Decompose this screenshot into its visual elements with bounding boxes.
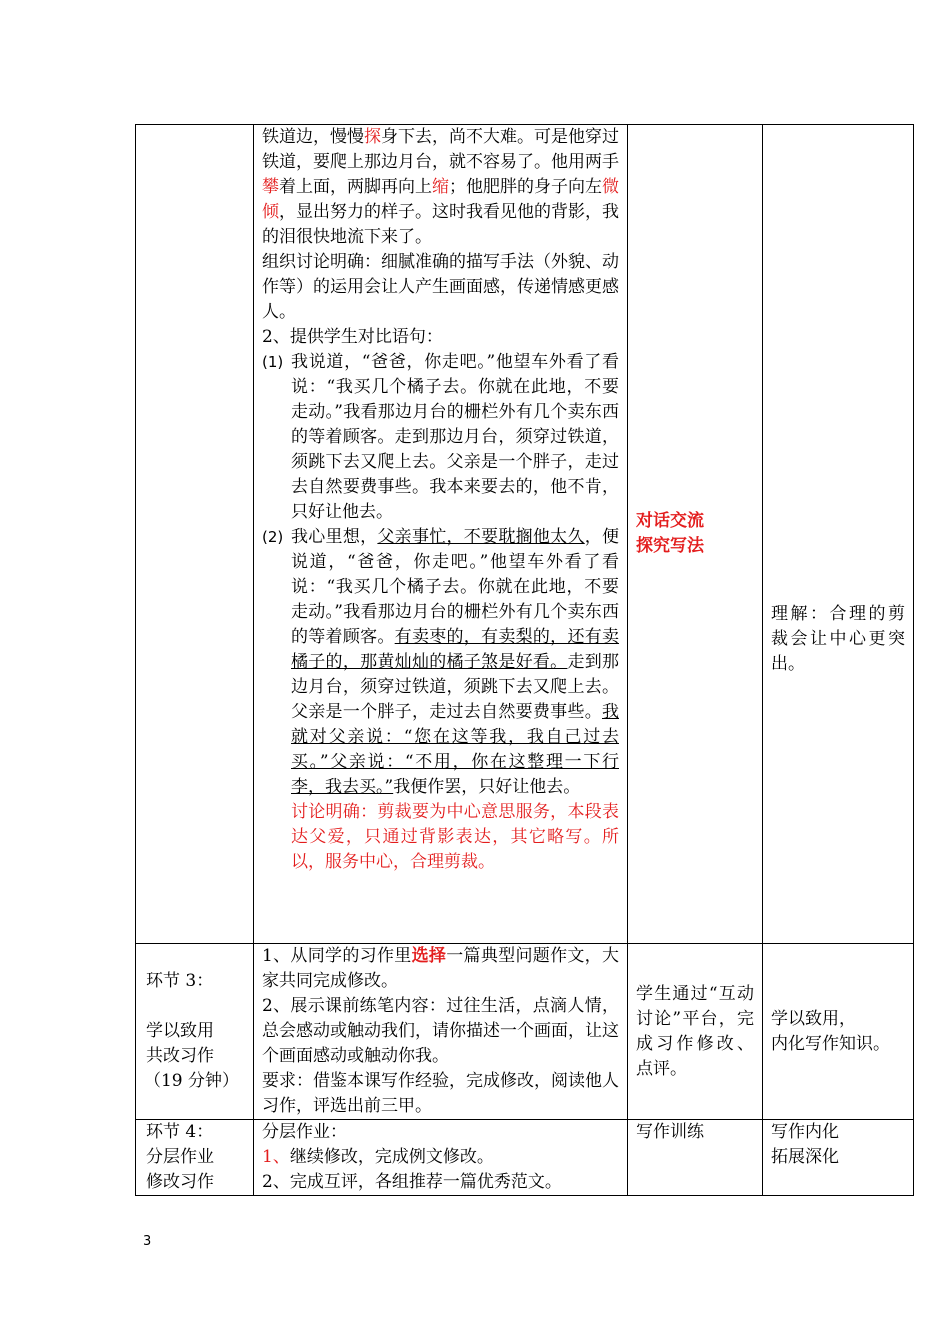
content-cell: 分层作业： 1、继续修改，完成例文修改。 2、完成互评，各组推荐一篇优秀范文。 [254,1120,628,1196]
table-row [136,125,914,944]
comparison-heading: 2、提供学生对比语句： [262,327,443,347]
intent-cell: 学以致用， 内化写作知识。 [763,944,914,1120]
list-item: (2) 我心里想，父亲事忙，不要耽搁他太久，便说道，“爸爸，你走吧。”他望车外看了看说：“我买几个橘子去。你就在此地，不要走动。”我看那边月台的栅栏外有几个卖东西的等着顾客。有卖枣的，有卖梨的，还有卖橘子的，那黄灿灿的橘子煞是好看。走到那边月台，须穿过铁道，须跳下去又爬上去。父亲是一个胖子，走过去自然要费事些。我就对父亲说：“您在这等我，我自己过去买。”父亲说：“不用，你在这整理一下行李，我去买。”我便作罢，只好让他去。 [262,527,620,797]
stage-cell: 环节 3： 学以致用 共改习作 （19 分钟） [136,944,254,1120]
table-row [136,944,914,1120]
discussion-note: 组织讨论明确：细腻准确的描写手法（外貌、动作等）的运用会让人产生画面感，传递情感更感人。 [262,252,619,322]
conclusion-note: 讨论明确：剪裁要为中心意思服务，本段表达父爱，只通过背影表达，其它略写。所以，服务中心，合理剪裁。 [291,802,619,872]
stage-cell [136,125,254,944]
method-cell: 学生通过“互动讨论”平台，完成习作修改、点评。 [628,944,763,1120]
intent-cell: 写作内化 拓展深化 [763,1120,914,1196]
lesson-plan-table [135,124,914,1196]
list-item: (1) 我说道，“爸爸，你走吧。”他望车外看了看说：“我买几个橘子去。你就在此地，不要走动。”我看那边月台的栅栏外有几个卖东西的等着顾客。走到那边月台，须穿过铁道，须跳下去又爬上去。父亲是一个胖子，走过去自然要费事些。我本来要去的，他不肯，只好让他去。 [262,352,619,522]
content-cell: 1、从同学的习作里选择一篇典型问题作文，大家共同完成修改。 2、展示课前练笔内容：过往生活，点滴人情，总会感动或触动我们，请你描述一个画面，让这个画面感动或触动你我。 要求：借鉴本课写作经验，完成修改，阅读他人习作，评选出前三甲。 [254,944,628,1120]
content-cell [254,125,628,944]
table-row [136,1120,914,1196]
method-cell [628,125,763,944]
stage-cell: 环节 4： 分层作业 修改习作 [136,1120,254,1196]
page-number: 3 [143,1234,152,1249]
intent-cell: 理解：合理的剪裁会让中心更突出。 [763,125,914,944]
method-cell: 写作训练 [628,1120,763,1196]
text-excerpt: 铁道边，慢慢探身下去，尚不大难。可是他穿过铁道，要爬上那边月台，就不容易了。他用两手攀着上面，两脚再向上缩；他肥胖的身子向左微倾，显出努力的样子。这时我看见他的背影，我的泪很快地流下来了。 [262,127,619,247]
method-label: 对话交流 探究写法 [636,511,704,556]
